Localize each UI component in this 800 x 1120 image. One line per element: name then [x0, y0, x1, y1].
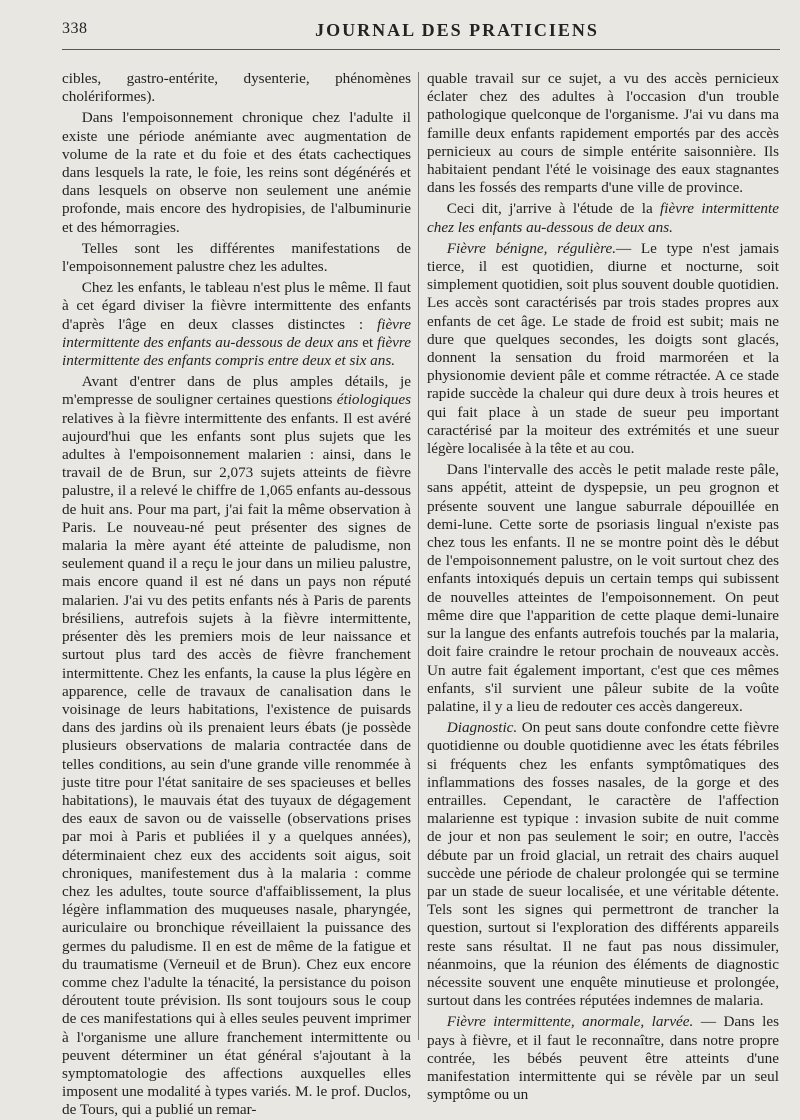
text-run: Ceci dit, j'arrive à l'étude de la: [446, 200, 653, 218]
text-run: relatives à la fièvre intermittente des enfants. Il est avéré aujourd'hui que les enfants sont plus sujets que les adultes à l'empoisonnement malarien : ainsi, dans le travail de de Brun, sur 2,073 sujets atteints de fièvre palustre, il a relevé le chiffre de 1,065 enfants au-dessous de huit ans. Pour ma part, j'ai fait la même observation à Paris. Le nouveau-né peut présenter des signes de malaria la mère ayant été atteinte de paludisme, non seulement quand il a reçu le jour dans un milieu palustre, mais encore quand il est né dans un pays non réputé malarien. J'ai vu des petits enfants nés à Paris de parents brésiliens, autrefois sujets à la fièvre intermittente, présenter dès les premiers mois de leur naissance et surtout plus tard des accès de fièvre franchement intermittente. Chez les enfants, la cause la plus légère en apparence, celle de travaux de canalisation dans le voisinage de leurs habitations, l'existence de puisards dans des jardins où ils prenaient leurs ébats (je possède plusieurs observations de malaria contractée dans de telles conditions, au sein d'une grande ville renommée à juste titre pour l'état sanitaire de ses spacieuses et belles habitations), le mauvais état des tuyaux de dégagement des eaux de savon ou de vaisselle (observations prises par moi à Paris et publiées il y a quelques années), déterminaient chez eux des accidents soit aigus, soit chroniques, manifestement dus à la malaria : comme chez les adultes, toute source d'affaiblissement, la plus légère inflammation des muqueuses nasale, pharyngée, auriculaire ou bronchique réveillaient la puissance des germes du paludisme. Il en est de même de la fatigue et du traumatisme (Verneuil et de Brun). Chez eux encore comme chez l'adulte la ténacité, la persistance du poison déroutent toute prévision. Ils sont toujours sous le coup de ces manifestations qui à elles seules peuvent imprimer à l'organisme une allure franchement intermittente ou peuvent déterminer un état général s'ajoutant à la symptomatologie des affections auxquelles elles imposent une modalité à types variés. M. le prof. Duclos, de Tours, qui a publié un remar-: [62, 409, 411, 1119]
paragraph: [427, 200, 779, 236]
section-heading: Fièvre intermittente, anormale, larvée.: [446, 1013, 694, 1031]
section-heading: Diagnostic.: [446, 719, 518, 737]
paragraph: Dans l'intervalle des accès le petit malade reste pâle, sans appétit, atteint de dyspepsie, un peu grognon et présente souvent une langue saburrale dépouillée en demi-lune. Cette sorte de psoriasis lingual n'existe pas chez tous les enfants. Il ne se montre point dès le début de l'empoisonnement palustre, on le voit surtout chez des enfants intoxiqués depuis un certain temps qui subissent de nouvelles atteintes de l'empoisonnement. On peut même dire que l'apparition de cette plaque demi-lunaire sur la langue des enfants autrefois touchés par la malaria, doit faire craindre le retour prochain de nouveaux accès. Un autre fait également important, c'est que ces mêmes enfants, s'il survient une pâleur subite de la voûte palatine, il y a lieu de redouter ces accès dangereux.: [427, 461, 779, 715]
text-run: On peut sans doute confondre cette fièvre quotidienne ou double quotidienne avec les états fébriles si fréquents chez les enfants symptômatiques des inflammations des fosses nasales, de la gorge et des entrailles. Cependant, le caractère de l'affection malarienne est typique : invasion subite de nuit comme de jour et non pas seulement le soir; en outre, l'accès débute par un froid glacial, un retrait des chairs auquel succède une période de chaleur prolongée qui se termine par un stade de sueur localisée, et une véritable détente. Tels sont les signes qui permettront de trancher la question, surtout si l'exploration des différents appareils reste sans résultat. Il ne faut pas nous dissimuler, néanmoins, que la réunion des éléments de diagnostic nécessite souvent une enquête minutieuse et prolongée, surtout dans les contrées réputées indemnes de malaria.: [427, 719, 780, 1010]
column-divider: [418, 72, 419, 1040]
paragraph: Telles sont les différentes manifestations de l'empoisonnement palustre chez les adultes.: [62, 239, 411, 276]
paragraph: Dans l'empoisonnement chronique chez l'adulte il existe une période anémiante avec augmentation de volume de la rate et du foie et des états cachectiques dans lesquels la rate, le foie, les reins sont dégénérés et dans lesquels on observe non seulement une anémie profonde, mais encore des hydropisies, de l'albuminurie et des hémorragies.: [62, 109, 411, 236]
text-run: Chez les enfants, le tableau n'est plus le même. Il faut à cet égard diviser la fièvre intermittente des enfants d'après l'âge en deux classes distinctes :: [62, 279, 411, 333]
text-run: — Le type n'est jamais tierce, il est quotidien, diurne et nocturne, soit simplement quotidien, soit plus souvent double quotidien. Les accès sont caractérisés par trois stades propres aux enfants de cet âge. Le stade de froid est subit; mais ne dure que quelques secondes, les doigts sont glacés, donnent la sensation du froid marmoréen et la physionomie devient pâle et comme rétractée. A ce stade rapide succède la chaleur qui dure deux à trois heures et qui fait place à un stade de sueur peu important caractérisé par la moiteur des extrémités et une sueur légère localisée à la tête et au cou.: [427, 239, 780, 458]
paragraph: quable travail sur ce sujet, a vu des accès pernicieux éclater chez des adultes à l'occasion d'un trouble pathologique quelconque de l'organisme. J'ai vu dans ma famille deux enfants rapidement emportés par des accès pernicieux au cours de simple entérite saisonnière. Ils habitaient pendant l'été le voisinage des eaux stagnantes dans les fossés des remparts d'une ville de province.: [427, 70, 779, 197]
italic-term: fièvre intermittente des enfants compris entre deux et six ans.: [62, 333, 412, 370]
paragraph: [427, 719, 779, 1010]
left-column: [62, 70, 412, 1119]
paragraph: [427, 1013, 779, 1104]
section-heading: Fièvre bénigne, régulière.: [446, 239, 616, 257]
page-header: [62, 20, 782, 44]
paragraph: [427, 240, 779, 458]
text-run: et: [362, 333, 374, 351]
text-run: Avant d'entrer dans de plus amples détails, je m'empresse de souligner certaines questions: [62, 373, 411, 409]
header-rule: [62, 49, 780, 50]
italic-term: étiologiques: [336, 391, 411, 409]
paragraph: [62, 373, 411, 1119]
italic-term: fièvre intermittente chez les enfants au-dessous de deux ans.: [427, 200, 779, 236]
right-column: [427, 70, 780, 1104]
text-run: — Dans les pays à fièvre, et il faut le reconnaître, dans notre propre contrée, les bébés peuvent être atteints d'une manifestation intermittente qui se révèle par un seul symptôme ou un: [427, 1013, 779, 1104]
paragraph: cibles, gastro-entérite, dysenterie, phénomènes cholériformes).: [62, 70, 411, 106]
italic-term: fièvre intermittente des enfants au-dessous de deux ans: [62, 315, 412, 351]
page-number: 338: [62, 20, 88, 37]
journal-title: JOURNAL DES PRATICIENS: [315, 20, 599, 40]
paragraph: [62, 279, 411, 370]
